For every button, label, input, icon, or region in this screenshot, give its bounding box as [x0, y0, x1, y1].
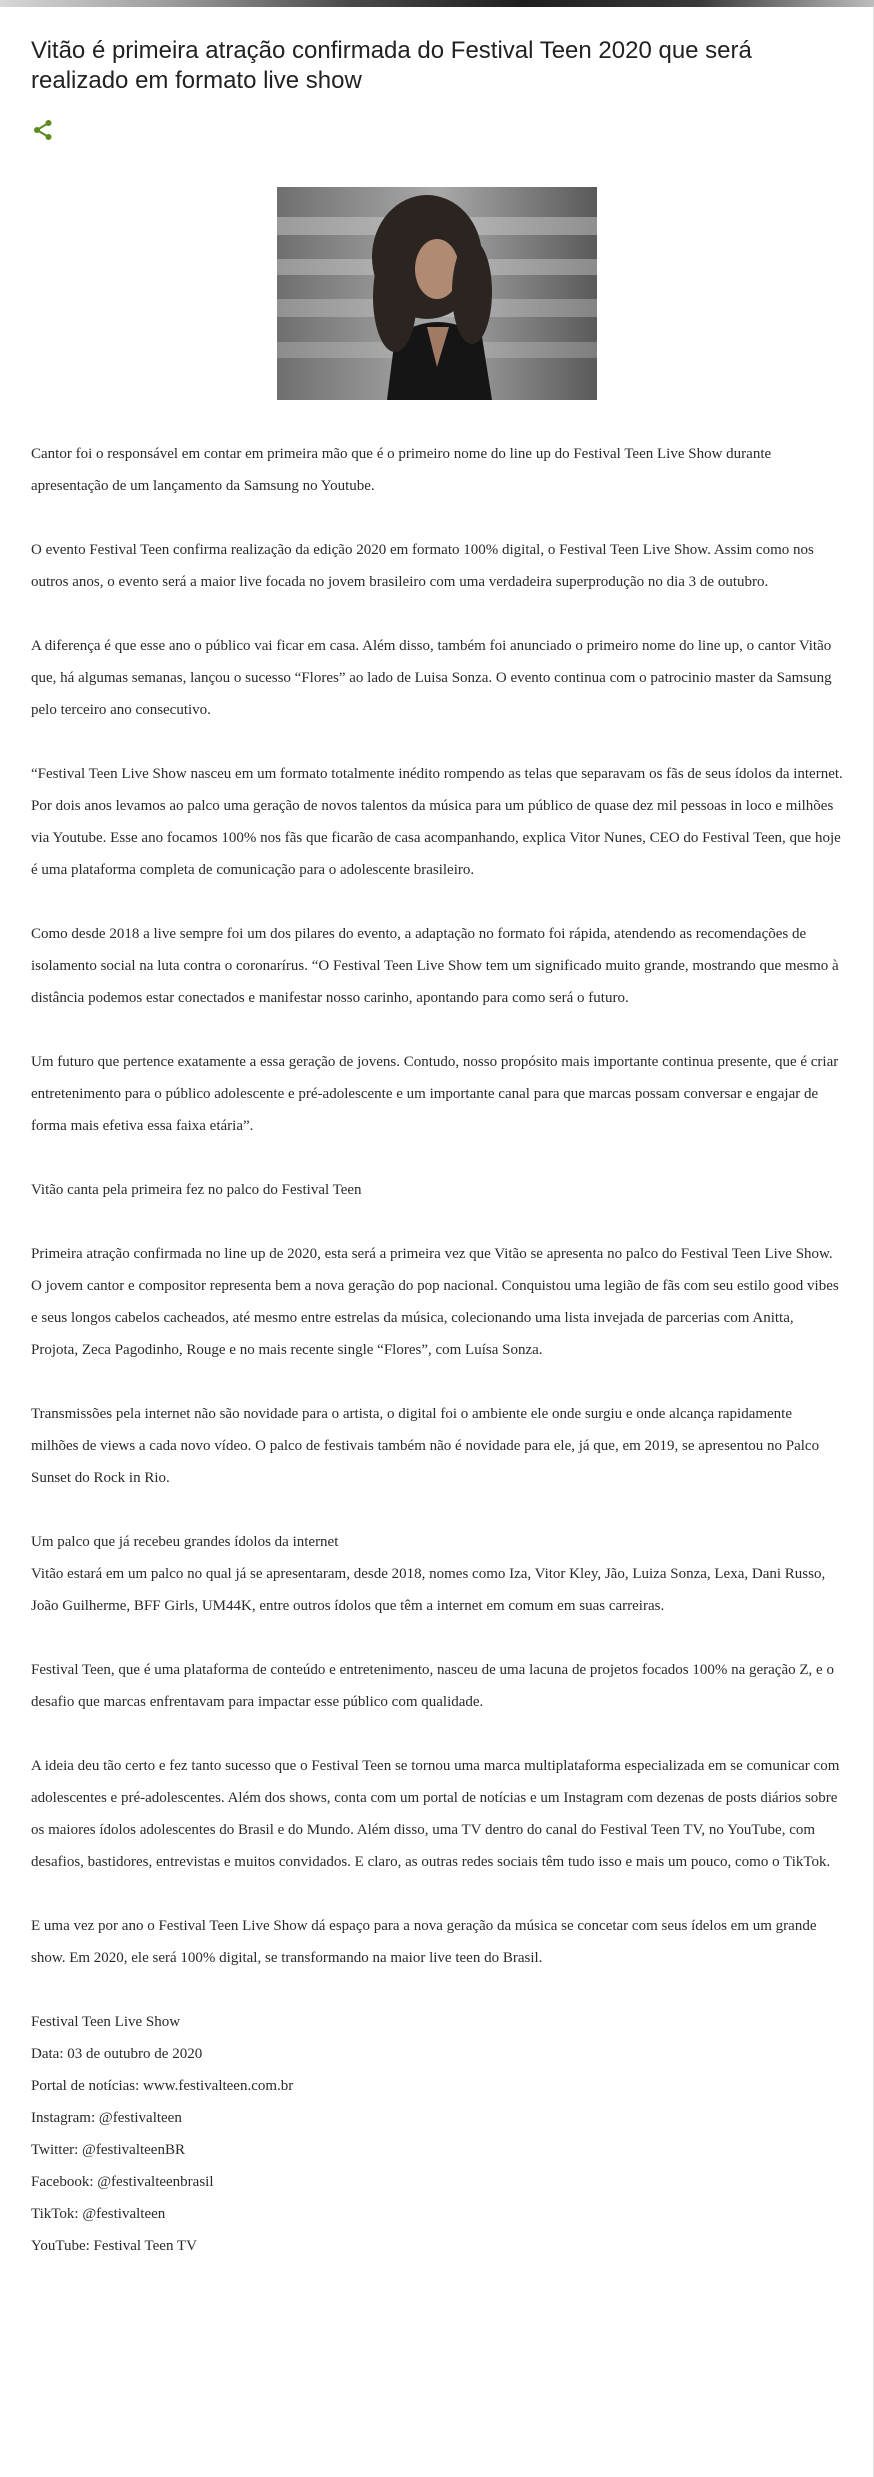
info-line: Facebook: @festivalteenbrasil: [31, 2174, 214, 2190]
paragraph: Um futuro que pertence exatamente a essa geração de jovens. Contudo, nosso propósito mais importante continua presente, que é criar entretenimento para o público adolescente e pré-adolescente e um importante canal para que marcas possam conversar e engajar de forma mais efetiva essa faixa etária”.: [31, 1054, 839, 1134]
info-line: TikTok: @festivalteen: [31, 2206, 166, 2222]
paragraph: O evento Festival Teen confirma realização da edição 2020 em formato 100% digital, o Festival Teen Live Show. Assim como nos outros anos, o evento será a maior live focada no jovem brasileiro com uma verdadeira superprodução no dia 3 de outubro.: [31, 542, 814, 590]
paragraph: Vitão estará em um palco no qual já se apresentaram, desde 2018, nomes como Iza, Vitor Kley, Jão, Luiza Sonza, Lexa, Dani Russo, João Guilherme, BFF Girls, UM44K, entre outros ídolos que têm a internet em comum em suas carreiras.: [31, 1566, 826, 1614]
event-info: [31, 2006, 843, 2262]
info-line: Instagram: @festivalteen: [31, 2110, 182, 2126]
paragraph: “Festival Teen Live Show nasceu em um formato totalmente inédito rompendo as telas que separavam os fãs de seus ídolos da internet. Por dois anos levamos ao palco uma geração de novos talentos da música para um público de quase dez mil pessoas in loco e milhões via Youtube. Esse ano focamos 100% nos fãs que ficarão de casa acompanhando, explica Vitor Nunes, CEO do Festival Teen, que hoje é uma plataforma completa de comunicação para o adolescente brasileiro.: [31, 766, 843, 878]
info-line: Portal de notícias: www.festivalteen.com.br: [31, 2078, 294, 2094]
top-banner-strip: [0, 0, 874, 7]
info-line: Data: 03 de outubro de 2020: [31, 2046, 203, 2062]
paragraph: Como desde 2018 a live sempre foi um dos pilares do evento, a adaptação no formato foi rápida, atendendo as recomendações de isolamento social na luta contra o coronarírus. “O Festival Teen Live Show tem um significado muito grande, mostrando que mesmo à distância podemos estar conectados e manifestar nosso carinho, apontando para como será o futuro.: [31, 926, 839, 1006]
paragraph: A diferença é que esse ano o público vai ficar em casa. Além disso, também foi anunciado o primeiro nome do line up, o cantor Vitão que, há algumas semanas, lançou o sucesso “Flores” ao lado de Luisa Sonza. O evento continua com o patrocinio master da Samsung pelo terceiro ano consecutivo.: [31, 638, 832, 718]
paragraph: Primeira atração confirmada no line up de 2020, esta será a primeira vez que Vitão se apresenta no palco do Festival Teen Live Show. O jovem cantor e compositor representa bem a nova geração do pop nacional. Conquistou uma legião de fãs com seu estilo good vibes e seus longos cabelos cacheados, até mesmo entre estrelas da música, colecionando uma lista invejada de parcerias com Anitta, Projota, Zeca Pagodinho, Rouge e no mais recente single “Flores”, com Luísa Sonza.: [31, 1246, 839, 1358]
artist-photo: [277, 187, 597, 400]
paragraph: Transmissões pela internet não são novidade para o artista, o digital foi o ambiente ele onde surgiu e onde alcança rapidamente milhões de views a cada novo vídeo. O palco de festivais também não é novidade para ele, já que, em 2019, se apresentou no Palco Sunset do Rock in Rio.: [31, 1406, 820, 1486]
paragraph: Festival Teen, que é uma plataforma de conteúdo e entretenimento, nasceu de uma lacuna de projetos focados 100% na geração Z, e o desafio que marcas enfrentavam para impactar esse público com qualidade.: [31, 1662, 834, 1710]
paragraph: Cantor foi o responsável em contar em primeira mão que é o primeiro nome do line up do Festival Teen Live Show durante apresentação de um lançamento da Samsung no Youtube.: [31, 446, 772, 494]
info-line: Festival Teen Live Show: [31, 2014, 181, 2030]
share-icon[interactable]: [31, 118, 55, 142]
paragraph: A ideia deu tão certo e fez tanto sucesso que o Festival Teen se tornou uma marca multiplataforma especializada em se comunicar com adolescentes e pré-adolescentes. Além dos shows, conta com um portal de notícias e um Instagram com dezenas de posts diários sobre os maiores ídolos adolescentes do Brasil e do Mundo. Além disso, uma TV dentro do canal do Festival Teen TV, no YouTube, com desafios, bastidores, entrevistas e muitos convidados. E claro, as outras redes sociais têm tudo isso e mais um pouco, como o TikTok.: [31, 1758, 840, 1870]
info-line: Twitter: @festivalteenBR: [31, 2142, 185, 2158]
paragraph: E uma vez por ano o Festival Teen Live Show dá espaço para a nova geração da música se concetar com seus ídelos em um grande show. Em 2020, ele será 100% digital, se transformando na maior live teen do Brasil.: [31, 1918, 817, 1966]
info-line: YouTube: Festival Teen TV: [31, 2238, 197, 2254]
section-heading: Um palco que já recebeu grandes ídolos da internet: [31, 1534, 339, 1550]
section-heading: Vitão canta pela primeira fez no palco do Festival Teen: [31, 1182, 362, 1198]
article-container: [31, 36, 843, 2262]
article-body: [31, 438, 843, 2262]
article-title: Vitão é primeira atração confirmada do Festival Teen 2020 que será realizado em formato live show: [31, 37, 752, 94]
